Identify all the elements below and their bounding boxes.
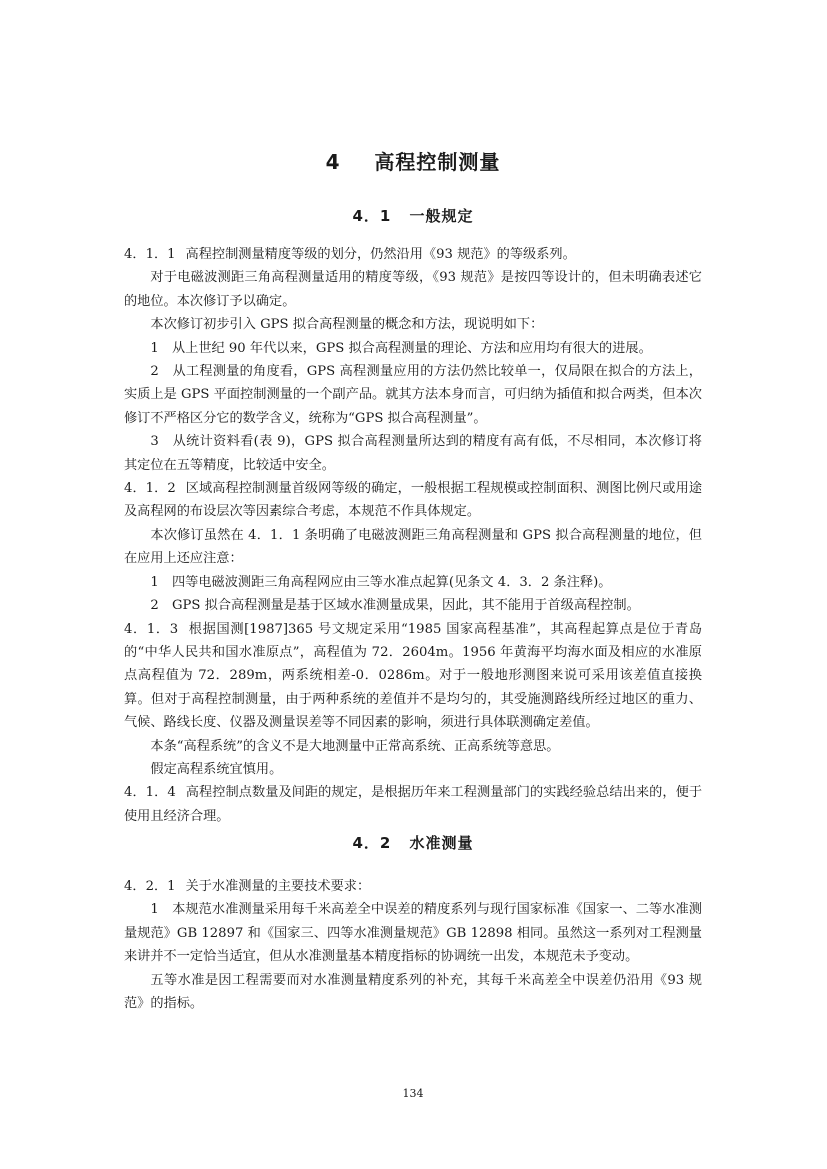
paragraph-text: 高程控制点数量及间距的规定，是根据历年来工程测量部门的实践经验总结出来的，便于使用且经济合理。 xyxy=(124,785,703,824)
chapter-title xyxy=(124,146,702,175)
list-item: 1 四等电磁波测距三角高程网应由三等水准点起算(见条文 4．3．2 条注释)。 xyxy=(150,574,612,590)
paragraph-text: 关于水准测量的主要技术要求： xyxy=(185,879,371,894)
paragraph: 对于电磁波测距三角高程测量适用的精度等级，《93 规范》是按四等设计的，但未明确表述它的地位。本次修订予以确定。 xyxy=(124,270,702,309)
clause-number: 4．1．3 xyxy=(124,621,179,637)
paragraph-text: 高程控制测量精度等级的划分，仍然沿用《93 规范》的等级系列。 xyxy=(185,247,576,262)
paragraph: 本次修订虽然在 4．1．1 条明确了电磁波测距三角高程测量和 GPS 拟合高程测量的地位，但在应用上还应注意： xyxy=(124,527,702,567)
clause-paragraph xyxy=(124,875,702,898)
clause-paragraph xyxy=(124,618,702,735)
chapter-number: 4 xyxy=(325,150,341,174)
clause-paragraph xyxy=(124,781,702,828)
paragraph: 本条“高程系统”的含义不是大地测量中正常高系统、正高系统等意思。 xyxy=(150,738,560,754)
list-item: 1 从上世纪 90 年代以来，GPS 拟合高程测量的理论、方法和应用均有很大的进展。 xyxy=(150,340,652,356)
section-number: 4．2 xyxy=(352,834,392,852)
section-heading: 水准测量 xyxy=(409,834,474,852)
clause-number: 4．1．2 xyxy=(124,481,176,497)
list-item: 3 从统计资料看(表 9)，GPS 拟合高程测量所达到的精度有高有低，不尽相同，本次修订将其定位在五等精度，比较适中安全。 xyxy=(124,434,702,473)
clause-number: 4．1．4 xyxy=(124,785,176,801)
list-item: 1 本规范水准测量采用每千米高差全中误差的精度系列与现行国家标准《国家一、二等水准测量规范》GB 12897 和《国家三、四等水准测量规范》GB 12898 相同。虽然这一系列对工程测量来讲并不一定恰当适宜，但从水准测量基本精度指标的协调统一出发，本规范未予变动。 xyxy=(124,902,702,965)
document-page xyxy=(124,0,702,1169)
clause-paragraph xyxy=(124,477,702,524)
section-title-4-1 xyxy=(124,205,702,226)
list-item: 2 从工程测量的角度看，GPS 高程测量应用的方法仍然比较单一，仅局限在拟合的方法上，实质上是 GPS 平面控制测量的一个副产品。就其方法本身而言，可归纳为插值和拟合两类，但本次修订不严格区分它的数学含义，统称为“GPS 拟合高程测量”。 xyxy=(124,364,702,426)
paragraph-text: 根据国测[1987]365 号文规定采用“1985 国家高程基准”，其高程起算点是位于青岛的“中华人民共和国水准原点”，高程值为 72．2604m。1956 年黄海平均海水面及相应的水准原点高程值为 72．289m，两系统相差-0．0286m。对于一般地形测图来说可采用该差值直接换算。但对于高程控制测量，由于两种系统的差值并不是均匀的，其受施测路线所经过地区的重力、气候、路线长度、仪器及测量误差等不同因素的影响，须进行具体联测确定差值。 xyxy=(124,621,703,731)
page-number: 134 xyxy=(402,1087,424,1100)
clause-number: 4．1．1 xyxy=(124,247,176,262)
section-title-4-2 xyxy=(124,832,702,853)
section-body-4-1 xyxy=(124,243,702,828)
section-number: 4．1 xyxy=(352,207,392,225)
paragraph: 五等水准是因工程需要而对水准测量精度系列的补充，其每千米高差全中误差仍沿用《93 规范》的指标。 xyxy=(124,972,702,1012)
clause-paragraph xyxy=(124,243,702,266)
paragraph-text: 区域高程控制测量首级网等级的确定，一般根据工程规模或控制面积、测图比例尺或用途及高程网的布设层次等因素综合考虑，本规范不作具体规定。 xyxy=(124,481,703,520)
paragraph: 本次修订初步引入 GPS 拟合高程测量的概念和方法，现说明如下： xyxy=(150,317,544,333)
chapter-heading: 高程控制测量 xyxy=(374,150,501,174)
list-item: 2 GPS 拟合高程测量是基于区域水准测量成果，因此，其不能用于首级高程控制。 xyxy=(150,598,640,614)
section-heading: 一般规定 xyxy=(409,207,474,225)
paragraph: 假定高程系统宜慎用。 xyxy=(150,761,283,777)
clause-number: 4．2．1 xyxy=(124,879,176,894)
section-body-4-2 xyxy=(124,875,702,1015)
